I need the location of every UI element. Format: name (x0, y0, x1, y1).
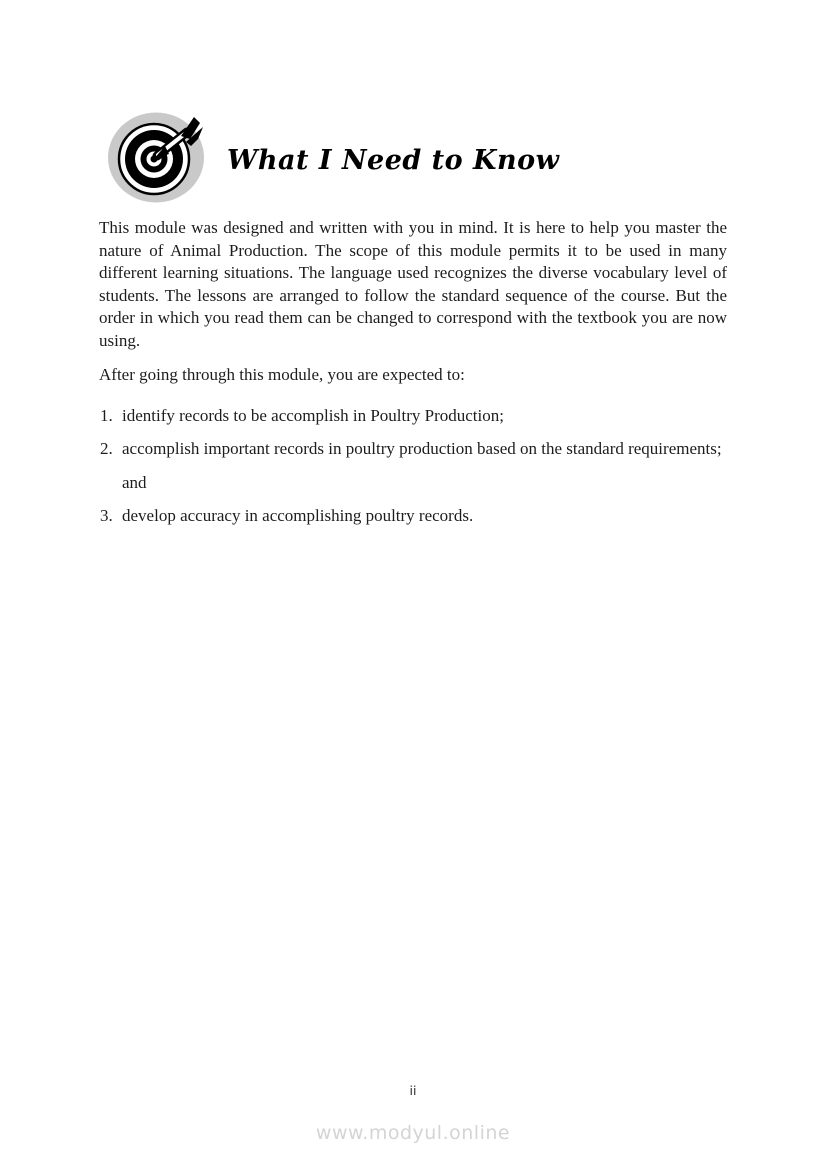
objective-number: 2. (100, 439, 113, 458)
intro-paragraph: This module was designed and written with you in mind. It is here to help you master the nature of Animal Production. The scope of this module permits it to be used in many different learning situations. The language used recognizes the diverse vocabulary level of students. The lessons are arranged to follow the standard sequence of the course. But the order in which you read them can be changed to correspond with the textbook you are now using. (99, 218, 727, 350)
main-content (99, 217, 727, 533)
objective-text: develop accuracy in accomplishing poultry records. (122, 506, 474, 525)
objective-item-3 (99, 499, 727, 533)
page-number: ii (409, 1083, 417, 1098)
objective-number: 3. (100, 506, 113, 525)
section-header (107, 112, 559, 203)
target-dart-icon (107, 112, 205, 203)
objective-item-2 (99, 432, 727, 499)
objective-text: identify records to be accomplish in Poultry Production; (122, 405, 504, 425)
objective-text: accomplish important records in poultry production based on the standard requirements; and (122, 439, 722, 492)
section-title: What I Need to Know (227, 145, 560, 176)
expectations-lead: After going through this module, you are expected to: (99, 365, 465, 384)
objective-number: 1. (100, 405, 113, 425)
objectives-list (99, 399, 727, 533)
watermark-text: www.modyul.online (315, 1122, 511, 1144)
objective-item-1 (99, 399, 727, 433)
